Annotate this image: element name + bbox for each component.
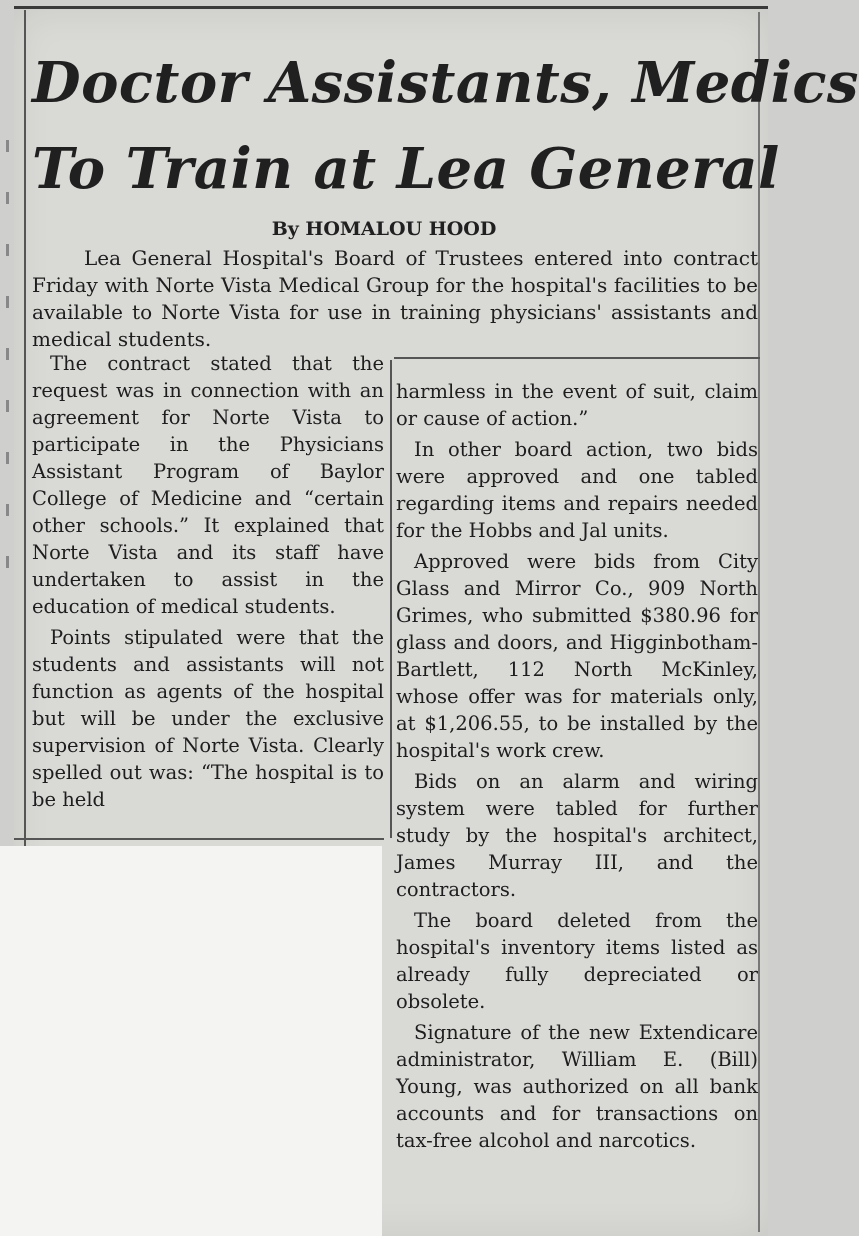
right-paragraph: Approved were bids from City Glass and Mirror Co., 909 North Grimes, who submitted $380.96 for glass and doors, and Higginbotham-Bartlett, 112 North McKinley, whose offer was for materials only, at $1,206.55, to be installed by the hospital's work crew.	[396, 550, 758, 762]
top-rule	[14, 6, 768, 9]
right-paragraph: harmless in the event of suit, claim or cause of action.”	[396, 380, 758, 430]
column-divider	[390, 360, 392, 838]
left-bottom-rule	[14, 838, 384, 840]
headline	[32, 40, 859, 212]
right-paragraph: Signature of the new Extendicare administrator, William E. (Bill) Young, was authorized on all bank accounts and for transactions on tax-free alcohol and narcotics.	[396, 1021, 758, 1152]
headline-line-1: Doctor Assistants, Medics	[32, 50, 859, 116]
byline: By HOMALOU HOOD	[271, 218, 497, 240]
left-paragraph: Points stipulated were that the students and assistants will not function as agents of the hospital but will be under the exclusive supervision of Norte Vista. Clearly spelled out was: “The hospital is to be held	[32, 626, 384, 811]
lead-text: Lea General Hospital's Board of Trustees entered into contract Friday with Norte Vista Medical Group for the hospital's facilities to be available to Norte Vista for use in training physicians' assistants and medical students.	[32, 246, 758, 351]
lead-paragraph	[32, 245, 758, 353]
left-paragraph: The contract stated that the request was in connection with an agreement for Norte Vista to participate in the Physicians Assistant Program of Baylor College of Medicine and “certain other schools.” It explained that Norte Vista and its staff have undertaken to assist in the education of medical students.	[32, 352, 384, 618]
right-paragraph: In other board action, two bids were approved and one tabled regarding items and repairs needed for the Hobbs and Jal units.	[396, 438, 758, 542]
right-paragraph: Bids on an alarm and wiring system were tabled for further study by the hospital's architect, James Murray III, and the contractors.	[396, 770, 758, 901]
right-paragraph: The board deleted from the hospital's inventory items listed as already fully depreciated or obsolete.	[396, 909, 758, 1013]
left-rule	[24, 10, 26, 846]
right-column	[396, 378, 758, 1158]
left-column	[32, 350, 384, 817]
headline-line-2: To Train at Lea General	[32, 136, 780, 202]
blank-paper-area	[0, 846, 382, 1236]
column-top-rule	[394, 357, 760, 359]
